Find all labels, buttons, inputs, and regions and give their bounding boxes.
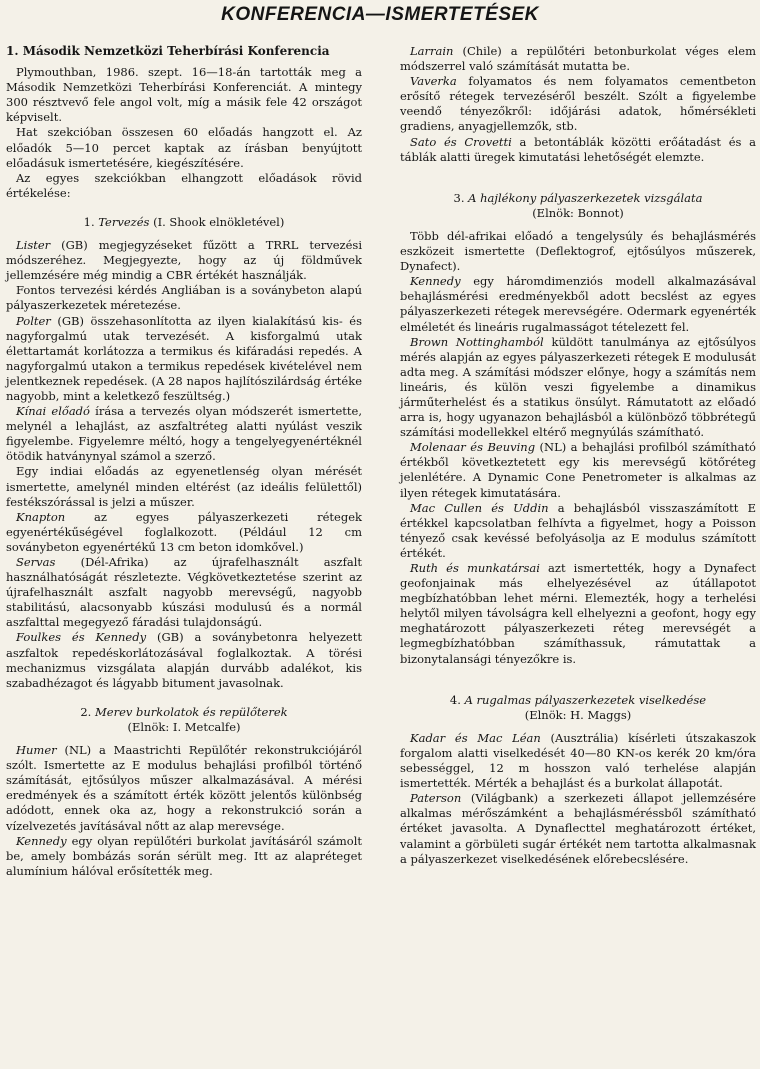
paragraph (6, 238, 362, 283)
paragraph-text: azt ismertették, hogy a Dynafect geofonjainak más elhelyezésével az útállapotot megbízhatóbban lehet mérni. Elemezték, hogy a terhelési helytől milyen távolságra kell elhelyezni a geofont, hogy egy meghatározott pályaszerkezeti réteg merevségét a legmegbízhatóbban számíthassuk, rámutattak a bizonytalansági tényezőkre is. (400, 561, 756, 666)
paragraph (400, 440, 756, 500)
presenter-name: Brown Nottinghamból (410, 334, 544, 349)
sub-heading-chair: (Elnök: I. Metcalfe) (127, 719, 241, 734)
paragraph-text: az egyes pályaszerkezeti rétegek egyenértékűségével foglalkozott. (Például 12 cm soványbeton egyenértékű 13 cm beton idomkővel.) (6, 509, 362, 554)
sub-heading-chair: (Elnök: H. Maggs) (524, 707, 632, 722)
sub-heading-title: Tervezés (98, 214, 150, 229)
presenter-name: Lister (16, 238, 51, 253)
paragraph (400, 335, 756, 441)
section-2-continued-paragraphs (400, 44, 756, 165)
paragraph-text: (Ausztrália) kísérleti útszakaszok forgalom alatti viselkedését 40—80 KN-os kerék 20 km/óra sebességgel, 12 m hosszon való terhelése alapján ismertették. Mérték a behajlást és a burkolat állapotát. (400, 730, 756, 791)
paragraph (400, 501, 756, 561)
paragraph (400, 74, 756, 134)
sub-heading-chair: (Elnök: Bonnot) (532, 205, 624, 220)
right-column (400, 44, 756, 867)
sub-heading-1 (6, 215, 362, 230)
paragraph-text: a behajlásból visszaszámított E értékkel kapcsolatban felhívta a figyelmet, hogy a Poisson tényező csak kevéssé befolyásolja az E modulus számított értékét. (400, 500, 756, 560)
paragraph (400, 135, 756, 165)
presenter-name: Molenaar és Beuving (410, 440, 536, 455)
intro-paragraph: Plymouthban, 1986. szept. 16—18-án tartották meg a Második Nemzetközi Teherbírási Konferenciát. A mintegy 300 résztvevő fele angol volt, míg a másik fele 42 országot képviselt. (6, 65, 362, 125)
paragraph (6, 555, 362, 630)
section-4-paragraphs (400, 731, 756, 867)
paragraph-text: (GB) összehasonlította az ilyen kialakítású kis- és nagyforgalmú utak tervezését. A kisforgalmú utak élettartamát korlátozza a termikus és kifáradási repedés. A nagyforgalmú utakon a termikus repedések kivételével nem jelentkeznek repedések. (A 28 napos hajlítószilárdság értéke nagyobb, mint a keletkező feszültség.) (6, 313, 362, 403)
left-column (6, 44, 362, 879)
sub-heading-number: 4. (449, 692, 461, 707)
paragraph-text: küldött tanulmánya az ejtősúlyos mérés alapján az egyes pályaszerkezeti rétegek E modulusát adta meg. A számítási módszer előnye, hogy a számítás nem lineáris, és külön veszi figyelembe a dinamikus járműterhelést és a statikus önsúlyt. Rámutatott az előadó arra is, hogy ugyanazon behajlásból a különböző többrétegű számítási modellekkel eltérő megnyúlás számítható. (400, 334, 756, 440)
paragraph (400, 229, 756, 274)
section-1-paragraphs (6, 238, 362, 691)
sub-heading-chair: (I. Shook elnökletével) (153, 214, 285, 229)
presenter-name: Kennedy (410, 274, 461, 289)
intro-paragraph: Az egyes szekciókban elhangzott előadások rövid értékelése: (6, 170, 362, 200)
sub-heading-2 (6, 705, 362, 735)
presenter-name: Sato és Crovetti (410, 134, 512, 149)
paragraph-text: (Chile) a repülőtéri betonburkolat véges elem módszerrel való számítását mutatta be. (400, 44, 756, 74)
paragraph-text: egy háromdimenziós modell alkalmazásával behajlásmérési eredményekből adott becslést az egyes pályaszerkezeti rétegek merevségére. Odermark egyenérték elméletét és lineáris rugalmasságot tételezett fel. (400, 274, 756, 334)
paragraph-text: (Világbank) a szerkezeti állapot jellemzésére alkalmas mérőszámként a behajlásméréssből számítható értéket javasolta. A Dynaflecttel meghatározott értéket, valamint a görbületi sugár értékét nem tartotta alkalmasnak a pályaszerkezet viselkedésének előrebecslésére. (400, 791, 756, 866)
paragraph (400, 44, 756, 74)
paragraph-text: Több dél-afrikai előadó a tengelysúly és behajlásmérés eszközeit ismertette (Deflektogrof, ejtősúlyos műszerek, Dynafect). (400, 228, 756, 274)
sub-heading-4 (400, 693, 756, 723)
presenter-name: Paterson (410, 791, 462, 806)
paragraph-text: Fontos tervezési kérdés Angliában is a soványbeton alapú pályaszerkezetek méretezése. (6, 283, 362, 313)
presenter-name: Kínai előadó (16, 404, 90, 419)
sub-heading-title: A hajlékony pályaszerkezetek vizsgálata (468, 190, 703, 205)
paragraph (400, 561, 756, 667)
paragraph-text: Egy indiai előadás az egyenetlenség olyan mérését ismertette, amelynél minden eltérést (az ideális felülettől) festékszórással is jelzi a műszer. (6, 464, 362, 509)
presenter-name: Humer (16, 743, 57, 758)
presenter-name: Foulkes és Kennedy (16, 630, 147, 645)
presenter-name: Servas (16, 555, 56, 569)
presenter-name: Kadar és Mac Léan (410, 730, 541, 745)
paragraph (400, 731, 756, 791)
sub-heading-number: 1. (83, 214, 95, 229)
sub-heading-3 (400, 191, 756, 221)
paragraph (6, 834, 362, 879)
paragraph-text: a betontáblák közötti erőátadást és a táblák alatti üregek kimutatási lehetőségét elemzte. (400, 134, 756, 164)
presenter-name: Mac Cullen és Uddin (410, 500, 549, 515)
paragraph (6, 630, 362, 690)
intro-paragraph: Hat szekcióban összesen 60 előadás hangzott el. Az előadók 5—10 percet kaptak az írásban benyújtott előadásuk ismertetésére, kiegészítésére. (6, 125, 362, 170)
paragraph (6, 510, 362, 555)
paragraph (400, 791, 756, 866)
section-3-paragraphs (400, 229, 756, 667)
paragraph-text: (Dél-Afrika) az újrafelhasznált aszfalt használhatóságát részletezte. Végkövetkeztetése szerint az újrafelhasznált aszfalt nagyobb merevségű, nagyobb stabilitású, alacsonyabb kúszási modulusú és a normál aszfalttal megegyező fáradási tulajdonságú. (6, 555, 362, 630)
presenter-name: Vaverka (410, 74, 457, 89)
paragraph-text: (GB) megjegyzéseket fűzött a TRRL tervezési módszeréhez. Megjegyezte, hogy az új földművek jellemzésére még mindig a CBR értékét használják. (6, 238, 362, 283)
presenter-name: Ruth és munkatársai (410, 561, 540, 575)
paragraph-text: írása a tervezés olyan módszerét ismertette, melynél a lehajlást, az aszfaltréteg alatti nyúlást veszik figyelembe. Figyelemre méltó, hogy a tengelyegyenértéknél ötödik hatványnyal számol a szerző. (6, 404, 362, 464)
section-title: 1. Második Nemzetközi Teherbírási Konferencia (6, 44, 330, 58)
sub-heading-title: A rugalmas pályaszerkezetek viselkedése (464, 692, 707, 707)
paragraph-text: (NL) a Maastrichti Repülőtér rekonstrukciójáról szólt. Ismertette az E modulus behajlási profilból történő számítását, ejtősúlyos műszer alkalmazásával. A mérési eredmények és a számított érték között jelentős különbség adódott, ennek oka az, hogy a rekonstrukció során a vízelvezetés javításával nőtt az alap merevsége. (6, 743, 362, 833)
section-2-paragraphs (6, 743, 362, 879)
paragraph (6, 743, 362, 834)
paragraph (6, 404, 362, 464)
presenter-name: Larrain (410, 44, 454, 58)
presenter-name: Polter (16, 313, 51, 328)
sub-heading-title: Merev burkolatok és repülőterek (95, 704, 288, 719)
paragraph-text: egy olyan repülőtéri burkolat javításáról számolt be, amely bombázás során sérült meg. Itt az alapréteget alumínium hálóval erősítették meg. (6, 833, 362, 878)
paragraph (400, 274, 756, 334)
sub-heading-number: 3. (453, 190, 465, 205)
paragraph-text: folyamatos és nem folyamatos cementbeton erősítő rétegek tervezéséről beszélt. Szólt a figyelembe veendő tényezőkről: időjárási adatok, hőmérsékleti gradiens, anyagjellemzők, stb. (400, 74, 756, 134)
paragraph (6, 464, 362, 509)
presenter-name: Kennedy (16, 833, 67, 848)
paragraph-text: (NL) a behajlási profilból számítható értékből következtetett egy kis merevségű kötőréteg jelenlétére. A Dynamic Cone Penetrometer is alkalmas az ilyen rétegek kimutatására. (400, 440, 756, 500)
paragraph (6, 314, 362, 405)
paragraph (6, 283, 362, 313)
page-title: KONFERENCIA—ISMERTETÉSEK (221, 4, 539, 25)
presenter-name: Knapton (16, 509, 66, 524)
sub-heading-number: 2. (80, 704, 92, 719)
paragraph-text: (GB) a soványbetonra helyezett aszfaltok repedéskorlátozásával foglalkoztak. A törési mechanizmus vizsgálata alapján durvább adalékot, kis szabadhézagot és lágyabb bitument javasolnak. (6, 630, 362, 690)
